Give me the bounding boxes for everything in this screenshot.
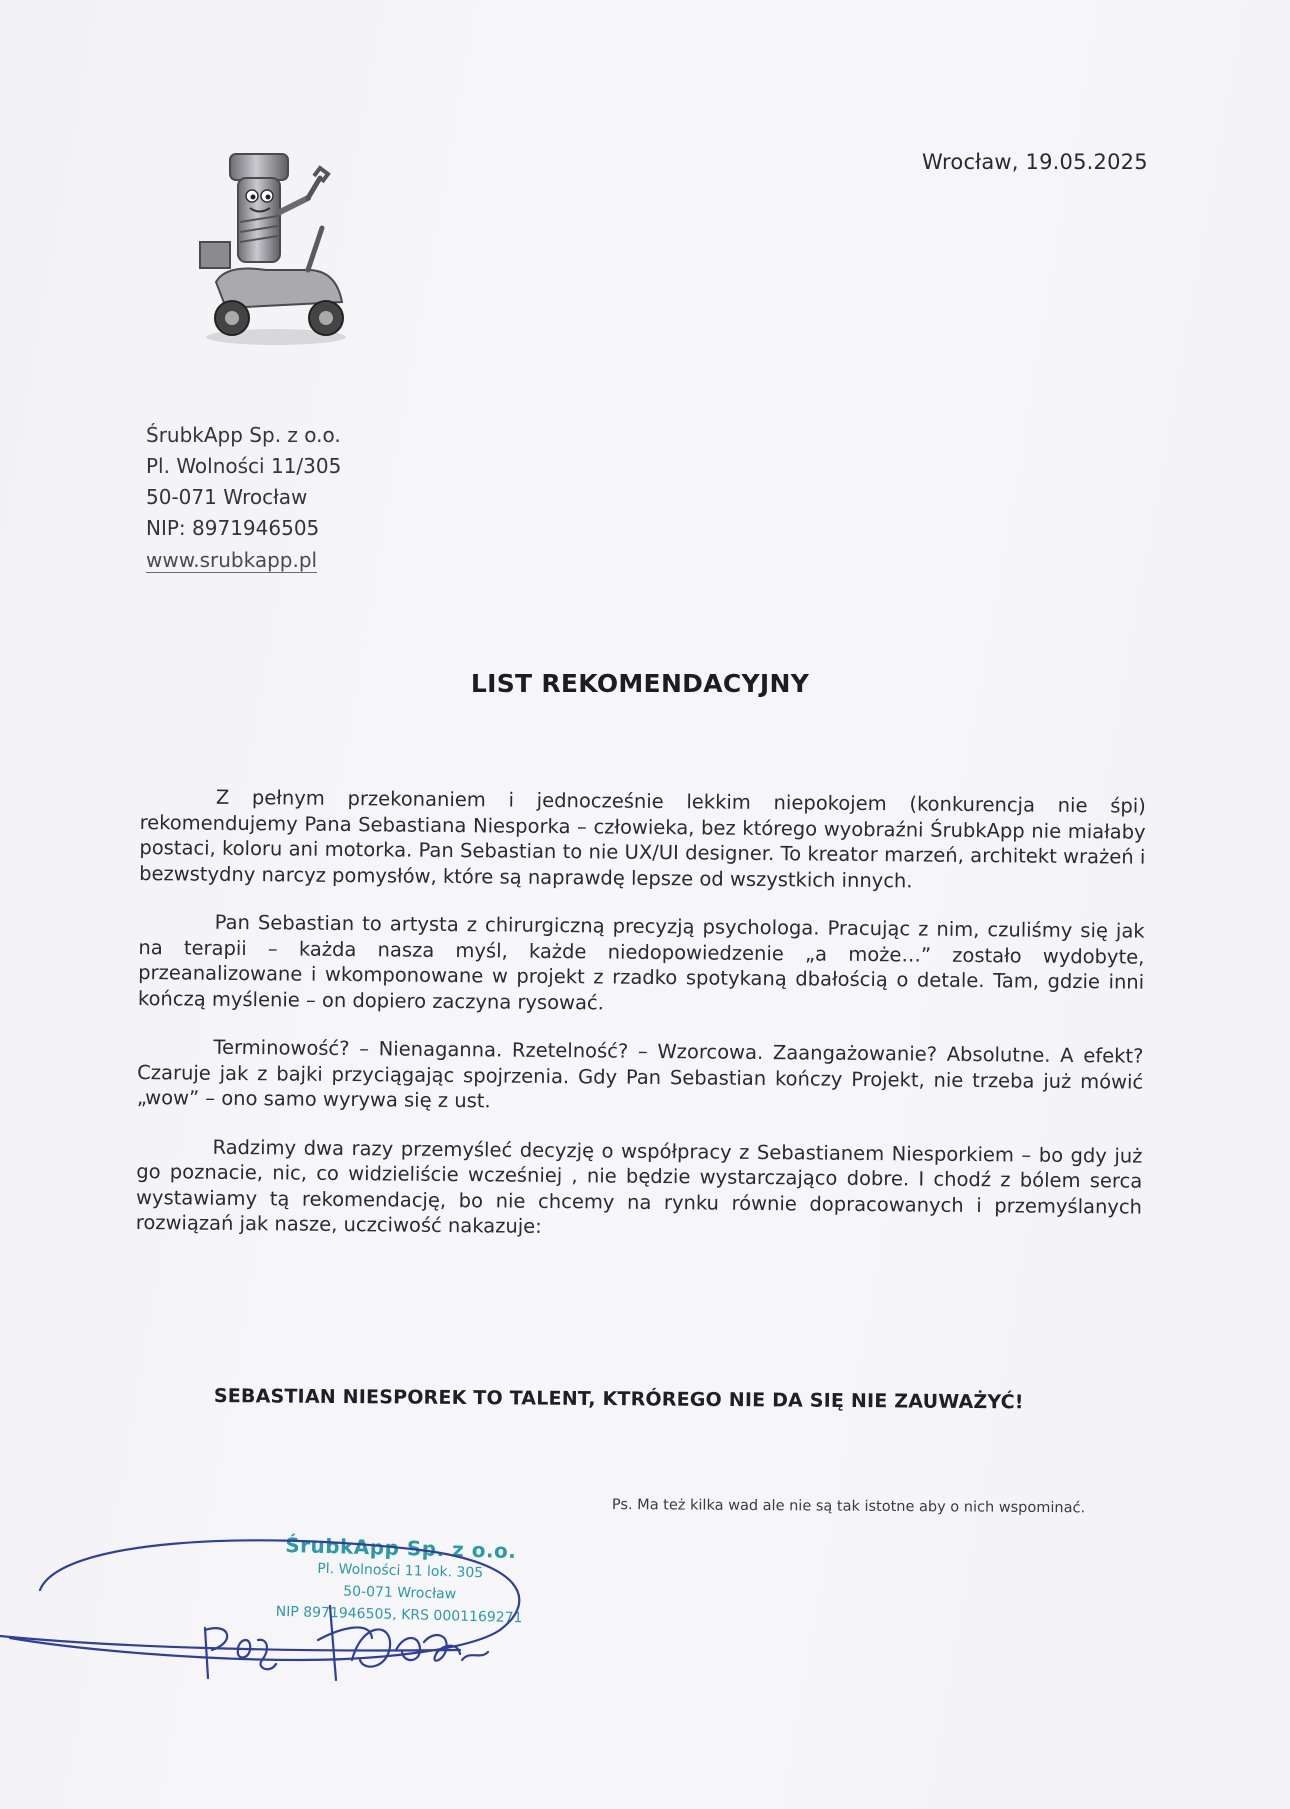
- letter-slogan: SEBASTIAN NIESPOREK TO TALENT, KTRÓREGO NIE DA SIĘ NIE ZAUWAŻYĆ!: [213, 1385, 1024, 1414]
- sender-city: 50-071 Wrocław: [146, 485, 308, 509]
- letter-body: [135, 784, 1146, 1268]
- bolt-mascot-on-scooter-icon: [196, 152, 356, 348]
- sender-nip: NIP: 8971946505: [146, 516, 320, 540]
- stamp-city: 50-071 Wrocław: [342, 1583, 457, 1603]
- sender-company: ŚrubkApp Sp. z o.o.: [146, 423, 341, 447]
- sender-street: Pl. Wolności 11/305: [146, 454, 342, 478]
- sender-website-link[interactable]: www.srubkapp.pl: [146, 548, 318, 572]
- sender-address: [146, 420, 341, 576]
- handwritten-signature: [0, 1510, 560, 1700]
- letter-title: LIST REKOMENDACYJNY: [470, 669, 810, 698]
- stamp-ids: NIP 8971946505, KRS 0001169271: [275, 1603, 523, 1627]
- body-paragraph-2: Pan Sebastian to artysta z chirurgiczną precyzją psychologa. Pracując z nim, czuliśmy się jak na terapii – każda nasza myśl, każde niedopowiedzenie „a może…” zostało wydobyte, przeanalizowane i wkomponowane w projekt z rzadko spotykaną dbałością o detale. Tam, gdzie inni kończą myślenie – on dopiero zaczyna rysować.: [137, 910, 1145, 1014]
- body-paragraph-1: Z pełnym przekonaniem i jednocześnie lekkim niepokojem (konkurencja nie śpi) rekomendujemy Pana Sebastiana Niesporka – człowieka, bez którego wyobraźni ŚrubkApp nie miałaby postaci, koloru ani motorka. Pan Sebastian to nie UX/UI designer. To kreator marzeń, architekt wrażeń i bezwstydny narcyz pomysłów, które są naprawdę lepsze od wszystkich innych.: [139, 785, 1146, 892]
- stamp-address: Pl. Wolności 11 lok. 305: [317, 1560, 484, 1582]
- body-paragraph-4: Radzimy dwa razy przemyśleć decyzję o współpracy z Sebastianem Niesporkiem – bo gdy już go poznacie, nic, co widzieliście wcześniej , nie będzie wystarczająco dobre. I chodź z bólem serca wystawiamy tą rekomendację, bo nie chcemy na rynku równie dopracowanych i przemyślanych rozwiązań jak nasze, uczciwość nakazuje:: [135, 1135, 1143, 1238]
- letter-date: Wrocław, 19.05.2025: [922, 150, 1148, 174]
- body-paragraph-3: Terminowość? – Nienaganna. Rzetelność? – Wzorcowa. Zaangażowanie? Absolutne. A efekt? Czaruje jak z bajki przyciągając spojrzenia. Gdy Pan Sebastian kończy Projekt, nie trzeba już mówić „wow” – ono samo wyrywa się z ust.: [136, 1035, 1144, 1113]
- letter-postscript: Ps. Ma też kilka wad ale nie są tak istotne aby o nich wspominać.: [611, 1497, 1086, 1517]
- stamp-company: ŚrubkApp Sp. z o.o.: [284, 1532, 517, 1564]
